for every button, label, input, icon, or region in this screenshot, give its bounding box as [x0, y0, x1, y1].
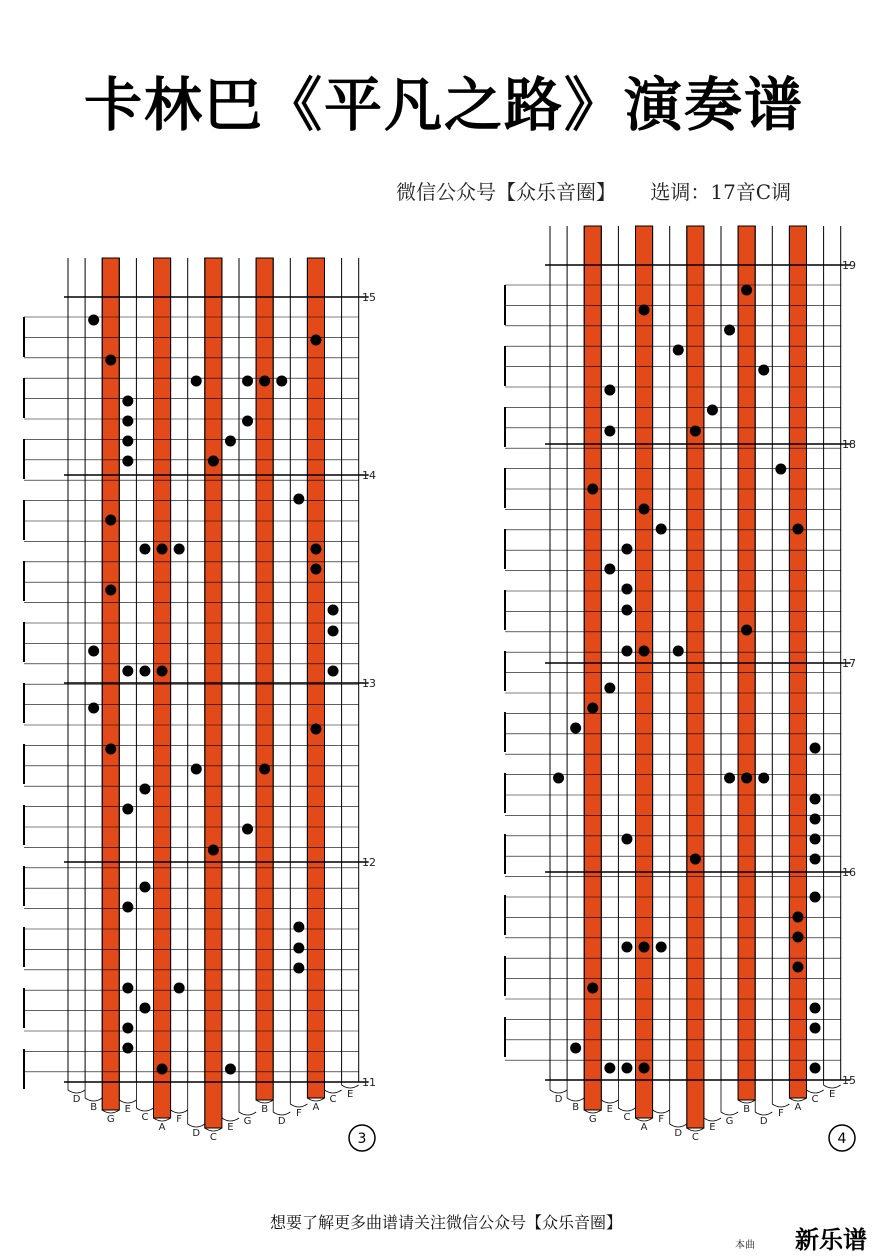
tine-tip	[342, 1082, 359, 1088]
tine-label: G	[106, 1114, 115, 1125]
tine-tip	[325, 1082, 342, 1093]
note-dot	[139, 544, 150, 555]
note-dot	[810, 814, 821, 825]
note-dot	[810, 1003, 821, 1014]
tine-label: D	[192, 1128, 201, 1139]
note-dot	[105, 515, 116, 526]
note-dot	[707, 405, 718, 416]
note-dot	[293, 922, 304, 933]
note-dot	[122, 1023, 133, 1034]
note-dot	[259, 764, 270, 775]
note-dot	[122, 456, 133, 467]
note-dot	[673, 345, 684, 356]
note-dot	[741, 625, 752, 636]
tine-tip	[567, 1080, 584, 1101]
note-dot	[792, 932, 803, 943]
page-number: 3	[357, 1131, 367, 1147]
tine-label: A	[640, 1122, 648, 1133]
tine-tip	[136, 1082, 153, 1111]
note-dot	[259, 376, 270, 387]
tine-label: B	[743, 1104, 751, 1115]
note-dot	[587, 484, 598, 495]
note-dot	[328, 626, 339, 637]
tine-highlight	[154, 258, 171, 1118]
tine-highlight	[584, 226, 601, 1110]
note-dot	[293, 963, 304, 974]
note-dot	[225, 436, 236, 447]
tine-tip	[704, 1080, 721, 1121]
note-dot	[105, 355, 116, 366]
note-dot	[604, 426, 615, 437]
note-dot	[604, 385, 615, 396]
note-dot	[656, 524, 667, 535]
tine-tip	[550, 1080, 567, 1093]
note-dot	[810, 892, 821, 903]
note-dot	[639, 942, 650, 953]
note-dot	[810, 1063, 821, 1074]
note-dot	[328, 605, 339, 616]
tine-label: B	[261, 1104, 269, 1115]
note-dot	[174, 544, 185, 555]
tine-tip	[68, 1082, 85, 1093]
note-dot	[570, 723, 581, 734]
tine-label: G	[588, 1114, 597, 1125]
tine-label: F	[658, 1114, 665, 1125]
tine-label: F	[176, 1114, 183, 1125]
note-dot	[122, 436, 133, 447]
note-dot	[157, 544, 168, 555]
note-dot	[792, 962, 803, 973]
tine-tip	[772, 1080, 789, 1107]
measure-number: 14	[362, 469, 376, 482]
note-dot	[792, 524, 803, 535]
key-label: 选调：17音C调	[650, 180, 792, 204]
note-dot	[775, 464, 786, 475]
note-dot	[328, 666, 339, 677]
tine-label: D	[674, 1128, 683, 1139]
tine-label: G	[243, 1116, 252, 1127]
tine-tip	[721, 1080, 738, 1115]
note-dot	[122, 804, 133, 815]
note-dot	[139, 882, 150, 893]
note-dot	[741, 285, 752, 296]
tine-tip	[670, 1080, 687, 1127]
tine-label: E	[606, 1104, 614, 1115]
note-dot	[621, 646, 632, 657]
tine-label: A	[158, 1122, 166, 1133]
brand-logo	[735, 1220, 885, 1256]
tine-highlight	[687, 226, 704, 1128]
page-title: 卡林巴《平凡之路》演奏谱	[83, 71, 804, 139]
note-dot	[139, 1003, 150, 1014]
note-dot	[639, 504, 650, 515]
measure-number: 13	[362, 677, 376, 690]
note-dot	[310, 564, 321, 575]
note-dot	[122, 416, 133, 427]
tine-label: A	[312, 1102, 320, 1113]
tine-tip	[171, 1082, 188, 1113]
note-dot	[621, 834, 632, 845]
note-dot	[174, 983, 185, 994]
tine-label: E	[709, 1122, 716, 1133]
note-dot	[191, 764, 202, 775]
note-dot	[310, 724, 321, 735]
tine-tip	[653, 1080, 670, 1113]
note-dot	[139, 666, 150, 677]
note-dot	[208, 456, 219, 467]
note-dot	[604, 564, 615, 575]
tine-label: C	[691, 1132, 699, 1143]
note-dot	[621, 544, 632, 555]
brand-prefix: 本曲	[735, 1240, 755, 1251]
account-label: 微信公众号【众乐音圈】	[396, 180, 616, 204]
tine-tip	[824, 1080, 841, 1088]
tine-label: G	[725, 1116, 734, 1127]
note-dot	[810, 794, 821, 805]
footer-text: 想要了解更多曲谱请关注微信公众号【众乐音圈】	[270, 1213, 623, 1232]
note-dot	[656, 942, 667, 953]
measure-number: 11	[362, 1076, 376, 1089]
note-dot	[810, 1023, 821, 1034]
note-dot	[191, 376, 202, 387]
tine-label: D	[277, 1116, 286, 1127]
note-dot	[88, 646, 99, 657]
note-dot	[157, 666, 168, 677]
note-dot	[225, 1064, 236, 1075]
tine-label: C	[209, 1132, 217, 1143]
tine-label: D	[554, 1094, 563, 1105]
note-dot	[621, 584, 632, 595]
tine-label: B	[572, 1102, 580, 1113]
brand-name: 新乐谱	[795, 1226, 867, 1254]
note-dot	[553, 773, 564, 784]
note-dot	[310, 544, 321, 555]
tine-label: D	[759, 1116, 768, 1127]
tine-tip	[601, 1080, 618, 1103]
tine-label: C	[141, 1112, 149, 1123]
tine-tip	[290, 1082, 307, 1107]
tine-label: C	[623, 1112, 631, 1123]
tine-tip	[755, 1080, 772, 1115]
note-dot	[604, 1063, 615, 1074]
note-dot	[276, 376, 287, 387]
note-dot	[293, 943, 304, 954]
measure-number: 16	[842, 866, 856, 879]
note-dot	[242, 376, 253, 387]
tine-tip	[119, 1082, 136, 1103]
tine-label: E	[227, 1122, 234, 1133]
note-dot	[724, 325, 735, 336]
tine-tip	[807, 1080, 824, 1093]
measure-number: 19	[842, 259, 856, 272]
note-dot	[810, 743, 821, 754]
measure-number: 15	[842, 1074, 856, 1087]
measure-number: 18	[842, 438, 856, 451]
tine-label: C	[811, 1094, 819, 1105]
note-dot	[88, 315, 99, 326]
note-dot	[122, 983, 133, 994]
note-dot	[639, 305, 650, 316]
tine-highlight	[205, 258, 222, 1128]
note-dot	[242, 824, 253, 835]
note-dot	[810, 834, 821, 845]
tine-tip	[273, 1082, 290, 1115]
tine-label: A	[794, 1102, 802, 1113]
note-dot	[105, 744, 116, 755]
tine-tip	[239, 1082, 256, 1115]
tine-tip	[618, 1080, 635, 1111]
note-dot	[139, 784, 150, 795]
note-dot	[122, 666, 133, 677]
note-dot	[690, 854, 701, 865]
tine-label: E	[828, 1089, 836, 1100]
note-dot	[157, 1064, 168, 1075]
note-dot	[587, 983, 598, 994]
tine-tip	[188, 1082, 205, 1127]
note-dot	[741, 773, 752, 784]
note-dot	[587, 703, 598, 714]
note-dot	[122, 902, 133, 913]
note-dot	[105, 585, 116, 596]
measure-number: 12	[362, 856, 376, 869]
tine-highlight	[636, 226, 653, 1118]
tine-label: E	[346, 1089, 354, 1100]
tine-tip	[222, 1082, 239, 1121]
note-dot	[570, 1043, 581, 1054]
tine-label: F	[777, 1108, 784, 1119]
note-dot	[88, 703, 99, 714]
tine-label: B	[90, 1102, 98, 1113]
tine-label: C	[329, 1094, 337, 1105]
tine-label: E	[124, 1104, 132, 1115]
note-dot	[242, 416, 253, 427]
note-dot	[673, 646, 684, 657]
note-dot	[792, 912, 803, 923]
page-number: 4	[837, 1131, 847, 1147]
note-dot	[621, 1063, 632, 1074]
note-dot	[122, 396, 133, 407]
tine-tip	[85, 1082, 102, 1101]
note-dot	[621, 605, 632, 616]
note-dot	[758, 773, 769, 784]
note-dot	[621, 942, 632, 953]
note-dot	[208, 845, 219, 856]
note-dot	[639, 646, 650, 657]
note-dot	[724, 773, 735, 784]
note-dot	[122, 1043, 133, 1054]
note-dot	[310, 335, 321, 346]
note-dot	[690, 426, 701, 437]
note-dot	[293, 494, 304, 505]
note-dot	[639, 1063, 650, 1074]
tine-highlight	[307, 258, 324, 1098]
note-dot	[810, 854, 821, 865]
measure-number: 17	[842, 657, 856, 670]
note-dot	[604, 683, 615, 694]
tine-label: F	[295, 1108, 302, 1119]
tine-label: D	[72, 1094, 81, 1105]
note-dot	[758, 365, 769, 376]
measure-number: 15	[362, 291, 376, 304]
